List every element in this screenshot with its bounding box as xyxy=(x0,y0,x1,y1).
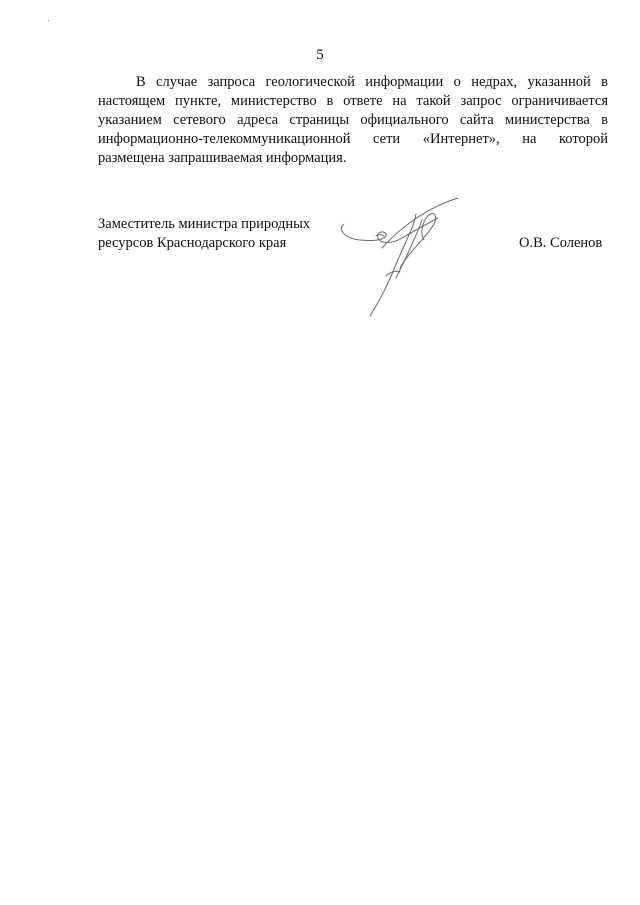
paragraph-line: указанием сетевого адреса страницы официального сайта министерства в xyxy=(98,112,608,128)
paragraph-line: В случае запроса геологической информации о недрах, указанной в xyxy=(136,74,608,90)
signer-title-line: Заместитель министра природных xyxy=(98,216,311,232)
page-number: 5 xyxy=(316,47,324,63)
paragraph-line: размещена запрашиваемая информация. xyxy=(98,150,347,166)
signer-title xyxy=(98,215,310,253)
scan-speck xyxy=(48,20,49,21)
paragraph-line: настоящем пункте, министерство в ответе на такой запрос ограничивается xyxy=(98,93,608,109)
signer-title-line: ресурсов Краснодарского края xyxy=(98,235,287,251)
body-paragraph xyxy=(98,73,608,168)
signer-name: О.В. Соленов xyxy=(519,235,603,251)
handwritten-signature xyxy=(330,188,470,318)
paragraph-line: информационно-телекоммуникационной сети «Интернет», на которой xyxy=(98,131,608,147)
